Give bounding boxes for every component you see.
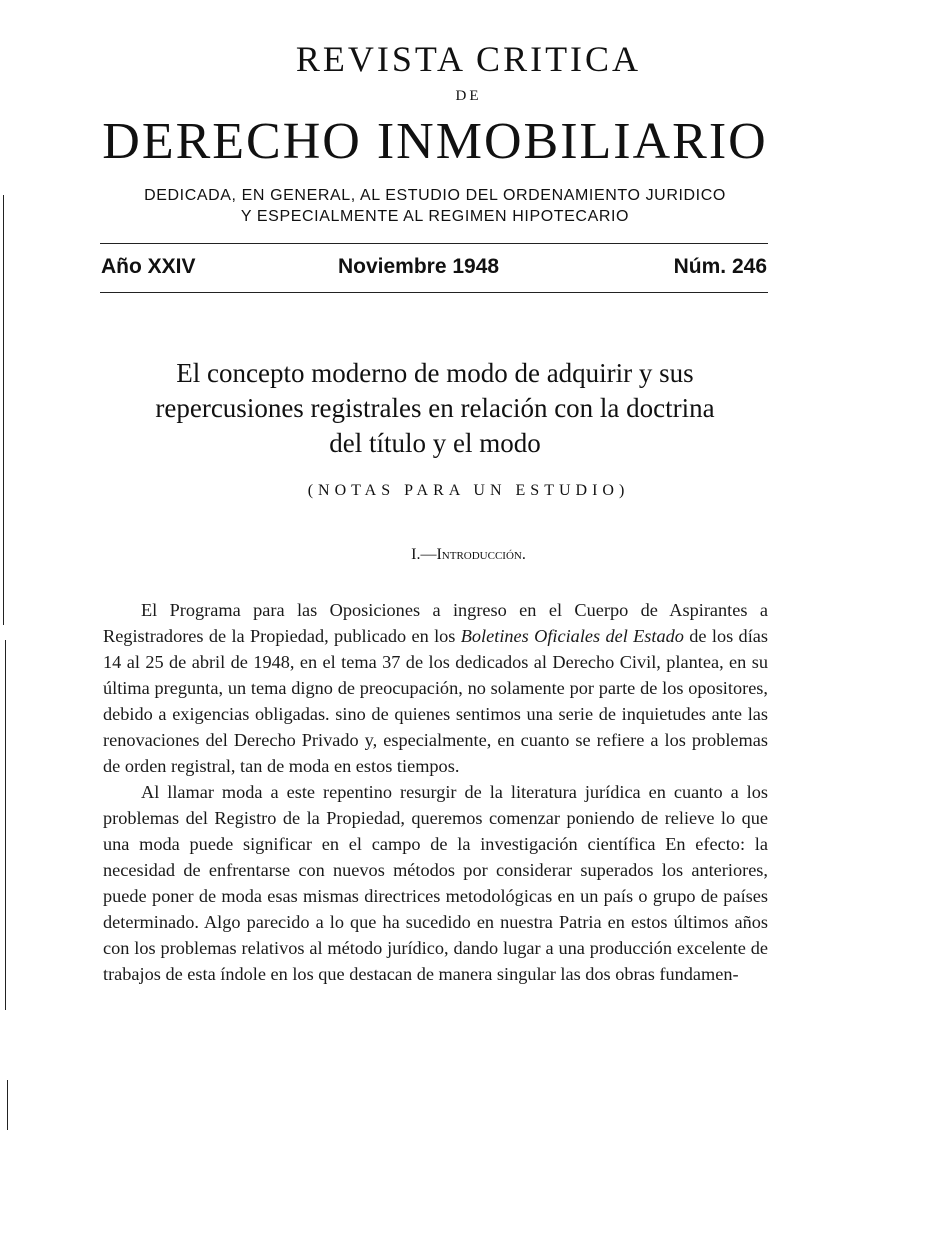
paragraph: Al llamar moda a este repentino resurgir de la literatura jurídica en cuanto a los problemas del Registro de la Propiedad, queremos comenzar poniendo de relieve lo que una moda puede significar en el campo de la investigación científica En efecto: la necesidad de enfrentarse con nuevos métodos por considerar superados los anteriores, puede poner de moda esas mismas directrices metodológicas en un país o grupo de países determinado. Algo parecido a lo que ha sucedido en nuestra Patria en estos últimos años con los problemas relativos al método jurídico, dando lugar a una producción excelente de trabajos de esta índole en los que destacan de manera singular las dos obras fundamen- <box>103 782 768 984</box>
article-title-line: repercusiones registrales en relación con la doctrina <box>155 393 715 423</box>
masthead-subtitle-line2: Y ESPECIALMENTE AL REGIMEN HIPOTECARIO <box>240 208 630 225</box>
issue-date: Noviembre 1948 <box>338 255 500 278</box>
bottom-rule <box>100 292 768 293</box>
article-title-line: El concepto moderno de modo de adquirir y sus <box>176 358 694 388</box>
paragraph-text: de los días 14 al 25 de abril de 1948, en el tema 37 de los dedicados al Derecho Civil, plantea, en su última pregunta, un tema digno de preocupación, no solamente por parte de los opositores, debido a exigencias obligadas. sino de quienes sentimos una serie de inquietudes ante las renovaciones del Derecho Privado y, especialmente, en cuanto se refiere a los problemas de orden registral, tan de moda en estos tiempos. <box>103 626 769 776</box>
paragraph-italic: Boletines Oficiales del Estado <box>460 626 684 646</box>
article-body <box>103 597 768 987</box>
scan-edge-line <box>5 640 6 1010</box>
paragraph-text: El Programa para las Oposiciones a ingreso en el Cuerpo de Aspirantes a Registradores de la Propiedad, publicado en los <box>103 600 768 646</box>
article-title <box>95 356 775 461</box>
section-number: I.— <box>411 546 437 563</box>
section-title: Introducción. <box>436 546 526 563</box>
masthead-main-title: DERECHO INMOBILIARIO <box>102 113 768 170</box>
section-heading <box>0 546 937 564</box>
masthead-title: REVISTA CRITICA <box>295 39 642 79</box>
issue-number: Núm. 246 <box>673 255 767 278</box>
masthead-de: DE <box>455 88 482 104</box>
scan-edge-line <box>3 195 4 625</box>
top-rule <box>100 243 768 244</box>
masthead-subtitle-line1: DEDICADA, EN GENERAL, AL ESTUDIO DEL ORDENAMIENTO JURIDICO <box>144 187 726 204</box>
scan-edge-line <box>7 1080 8 1130</box>
paragraph <box>103 597 768 779</box>
issue-year: Año XXIV <box>101 255 196 278</box>
article-subtitle: (NOTAS PARA UN ESTUDIO) <box>307 482 630 499</box>
article-title-line: del título y el modo <box>329 428 541 458</box>
